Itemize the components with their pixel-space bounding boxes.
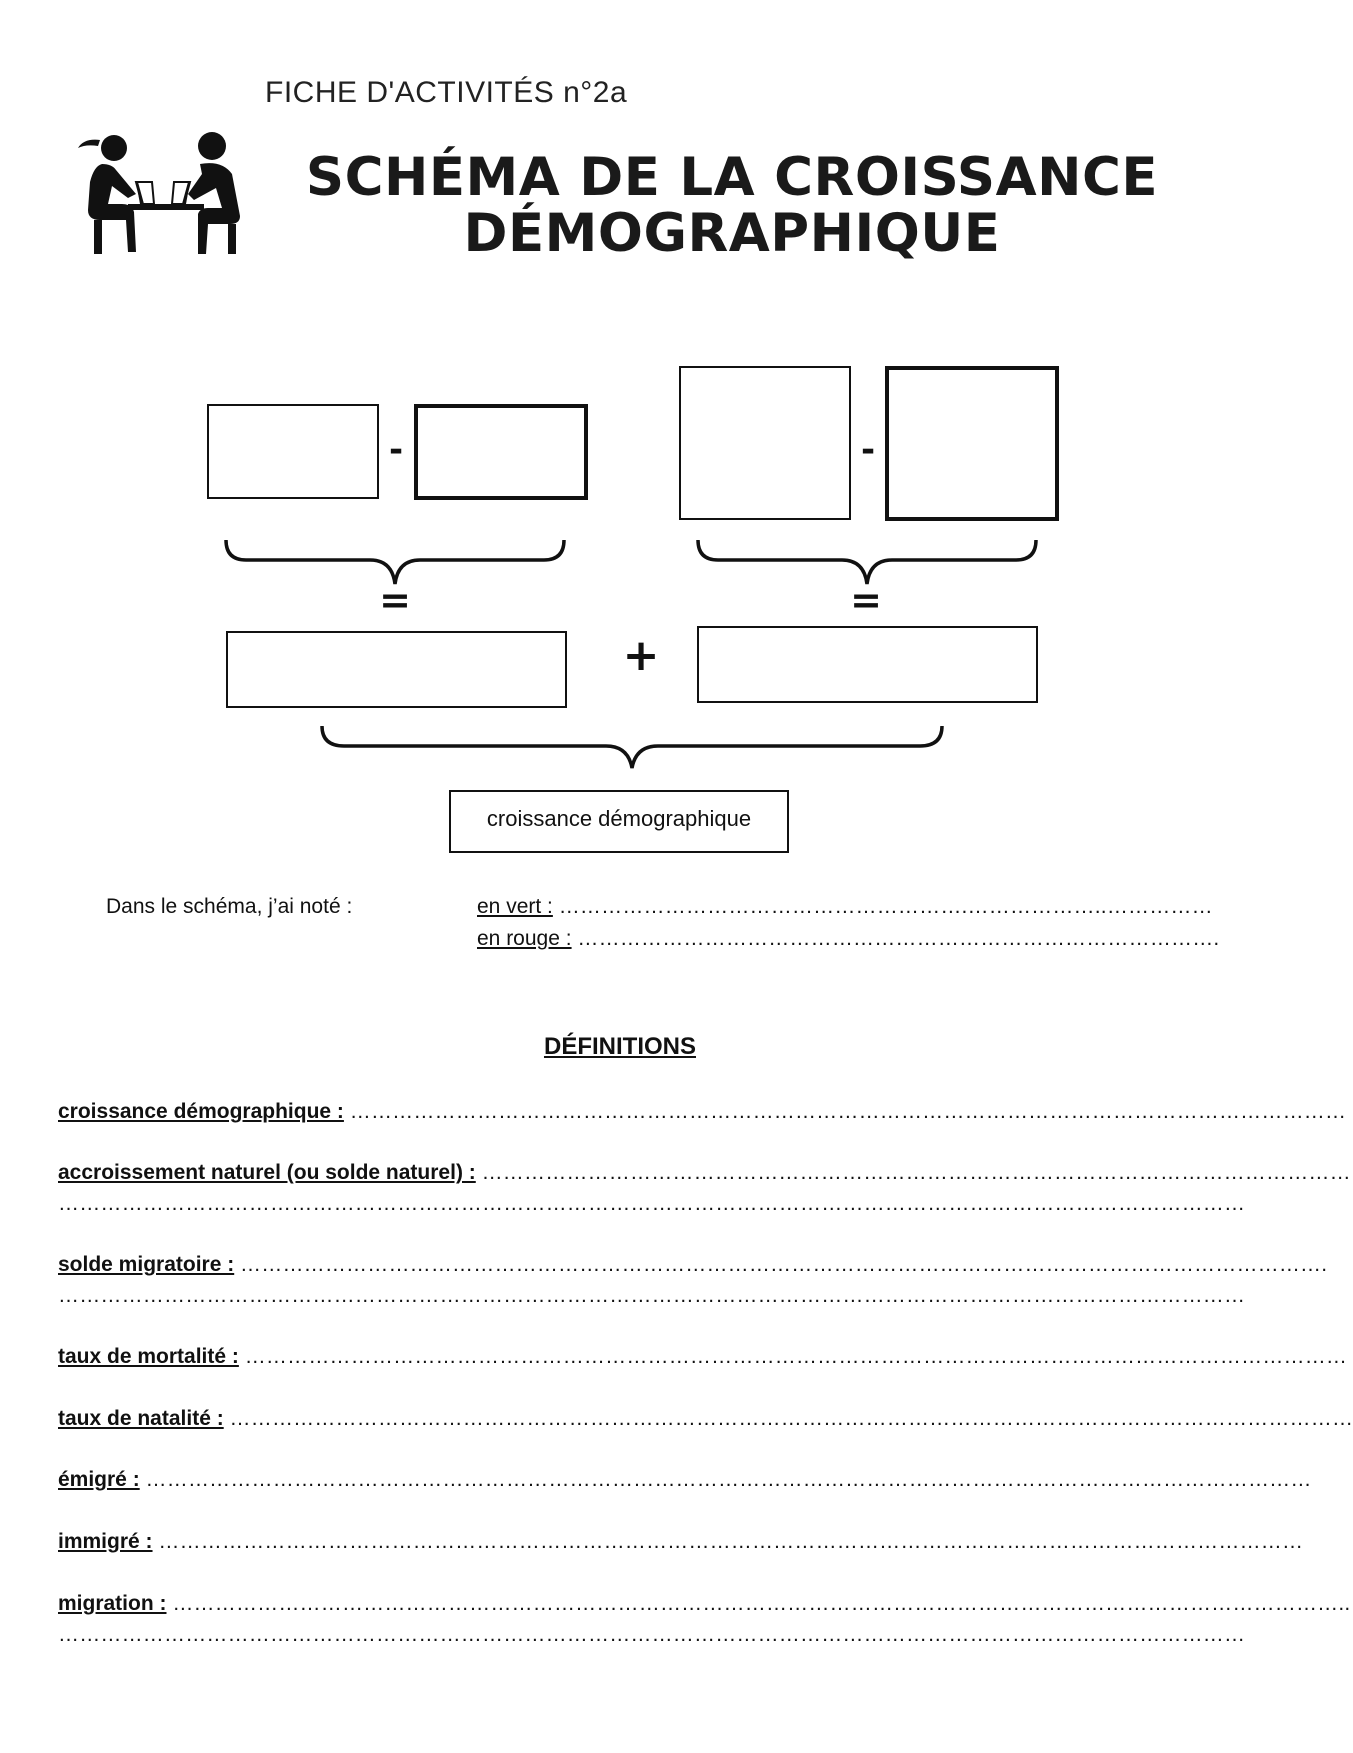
definition-row [58,1253,1328,1277]
plus-sign: + [622,630,660,681]
definition-row [58,1345,1348,1369]
definition-answer-line[interactable]: …………………………………………………………………………………………………………………………………………… [229,1407,1353,1430]
definition-term: solde migratoire : [58,1253,235,1276]
definition-row [58,1530,1304,1554]
fiche-label: FICHE D'ACTIVITÉS n°2a [265,76,628,109]
legend-red-answer-line[interactable]: ………………………………………………………………………………. [577,927,1220,950]
definition-answer-line[interactable]: ………………………………………………………………………………………………………………………………………………… [145,1468,1312,1491]
definition-term: croissance démographique : [58,1100,344,1123]
blank-box-deaths [414,404,588,500]
definition-row [58,1592,1351,1616]
definitions-title: DÉFINITIONS [543,1033,696,1060]
definition-term: migration : [58,1592,167,1615]
definition-answer-line-2[interactable]: …………………………………………………………………………………………………………………………………………………… [58,1623,1246,1646]
definition-answer-line[interactable]: ………………………………………………………………………………………………………………………………………… [244,1345,1348,1368]
title-line-1: SCHÉMA DE LA CROISSANCE [305,147,1159,208]
brace-bottom [316,724,948,772]
definition-answer-line[interactable]: ………………………………………………………………………………………………………………………………………. [240,1253,1328,1276]
definition-row [58,1100,1347,1124]
legend-green-answer-line[interactable]: ………………………………………………….………………..…………… [558,895,1213,918]
blank-box-immigrants [679,366,851,520]
result-box-growth: croissance démographique [449,790,789,853]
definition-row [58,1407,1353,1431]
definition-term: taux de natalité : [58,1407,224,1430]
blank-box-emigrants [885,366,1059,521]
equals-sign-left: = [379,578,411,622]
legend-intro: Dans le schéma, j’ai noté : [106,895,353,918]
definition-answer-line[interactable]: ………………………………………………………………………………………………………………………………………………….. [172,1592,1351,1615]
legend-red [477,927,1219,951]
blank-box-migration-balance [697,626,1038,703]
definition-row [58,1468,1312,1492]
definition-term: émigré : [58,1468,140,1491]
legend-green-label: en vert : [477,895,553,918]
definition-answer-line[interactable]: ……………………………………………………………………………………………………………………………………………… [158,1530,1304,1553]
legend-red-label: en rouge : [477,927,572,950]
definition-term: accroissement naturel (ou solde naturel) : [58,1161,476,1184]
definition-answer-line[interactable]: …………………………………………………………………………………………………………………………… [349,1100,1347,1123]
definition-answer-line-2[interactable]: …………………………………………………………………………………………………………………………………………………… [58,1284,1246,1307]
minus-sign-left: - [388,430,404,470]
definition-term: immigré : [58,1530,153,1553]
definition-answer-line[interactable]: …………………………………………………………………………………………………………… [481,1161,1351,1184]
equals-sign-right: = [850,578,882,622]
definition-row [58,1161,1351,1185]
growth-diagram [0,0,1240,880]
minus-sign-right: - [860,430,876,470]
definition-answer-line-2[interactable]: …………………………………………………………………………………………………………………………………………………… [58,1192,1246,1215]
title-line-2: DÉMOGRAPHIQUE [463,203,1001,264]
definition-term: taux de mortalité : [58,1345,239,1368]
legend-green [477,895,1213,919]
blank-box-natural-increase [226,631,567,708]
blank-box-births [207,404,379,499]
